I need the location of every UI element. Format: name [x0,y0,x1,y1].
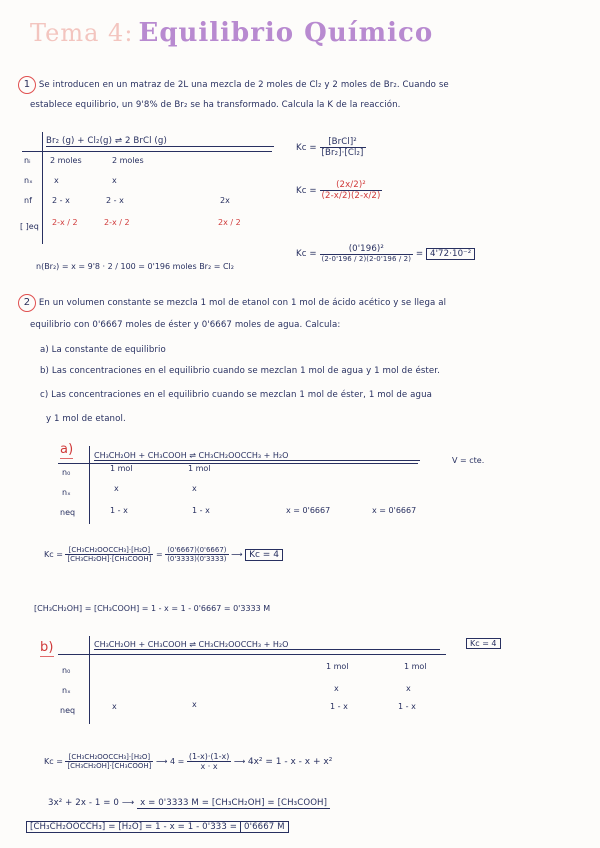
kc-label: Kc = [296,143,317,153]
p1-table-hline [22,151,272,152]
p1-cell: x [112,176,117,185]
p2a-kc: Kc = $\frac{\text{[CH₃CH₂OOCCH₃]·[H₂O]}}{\text{[CH₃CH₂OH]·[CH₃COOH]}}$ = $\frac{(0'6667)(0'6667)}{(0'3333)(0'3333)}$ ⟶ Kc = 4 [44,546,283,563]
p2b-table-hline [58,654,446,655]
p2b-cell: 1 mol [326,662,349,671]
kc-label: Kc = [296,186,317,196]
final-result: 0'6667 M [240,821,289,833]
p2b-cell: x [112,702,117,711]
quadratic-result: x = 0'3333 M = [CH₃CH₂OH] = [CH₃COOH] [137,798,330,809]
eq-fraction [187,752,231,771]
title-part2: Equilibrio Químico [138,18,434,48]
title-part1: Tema 4: [30,19,134,47]
problem-2-line2: equilibrio con 0'6667 moles de éster y 0'6667 moles de agua. Calcula: [30,320,341,330]
p1-row-label: nₓ [24,176,33,185]
p1-table-vline [42,132,43,244]
question-b: b) Las concentraciones en el equilibrio cuando se mezclan 1 mol de agua y 1 mol de éster. [40,366,440,376]
final-expression: [CH₃CH₂OOCCH₃] = [H₂O] = 1 - x = 1 - 0'333 = [26,821,240,833]
kc-values-numerator: (0'6667)(0'6667) [167,546,227,554]
page-title [30,18,433,48]
p1-cell: x [54,176,59,185]
p1-cell: 2-x / 2 [52,218,78,227]
question-a: a) La constante de equilibrio [40,345,166,355]
part-b-label: b) [40,640,54,655]
quadratic-equation: 3x² + 2x - 1 = 0 [48,798,119,808]
p1-row-label: nᵢ [24,156,31,165]
p1-cell: 2 moles [112,156,144,165]
kc-numerator: [CH₃CH₂OOCCH₃]·[H₂O] [65,753,153,762]
p2b-cell: 1 - x [330,702,348,711]
p1-row-label: [ ]eq [20,222,39,231]
p2b-cell: x [192,700,197,709]
p2a-table-vline [89,446,90,524]
kc-numerator: (0'196)² [320,244,414,255]
p2a-row-label: nₓ [62,488,71,497]
problem-1-line2: establece equilibrio, un 9'8% de Br₂ se ha transformado. Calcula la K de la reacción. [30,100,401,110]
kc-label: Kc = [296,249,317,259]
p2b-kc-box: Kc = 4 [466,638,501,649]
p2b-row-label: neq [60,706,76,715]
p1-kc-step3: Kc = $\frac{\text{(0'196)²}}{(2-0'196 / 2)(2-0'196 / 2)}$ = 4'72·10⁻² [296,244,475,263]
kc-denominator: [Br₂]·[Cl₂] [321,148,364,158]
p2a-reaction: CH₃CH₂OH + CH₃COOH ⇌ CH₃CH₂OOCCH₃ + H₂O [94,451,420,461]
p1-moles-calc: n(Br₂) = x = 9'8 · 2 / 100 = 0'196 moles Br₂ = Cl₂ [36,262,234,271]
p1-row-label: nf [24,196,32,205]
p2a-cell: 1 mol [188,464,211,473]
kc-result: Kc = 4 [245,549,283,561]
kc-label: Kc = [44,550,63,559]
p2b-cell: x [406,684,411,693]
p2b-cell: 1 mol [404,662,427,671]
p2a-cell: x = 0'6667 [372,506,417,515]
p2a-cell: 1 mol [110,464,133,473]
p2a-concentrations: [CH₃CH₂OH] = [CH₃COOH] = 1 - x = 1 - 0'6667 = 0'3333 M [34,604,271,613]
problem-text-line1: En un volumen constante se mezcla 1 mol de etanol con 1 mol de ácido acético y se llega al [38,298,447,308]
quadratic-expanded: 4x² = 1 - x - x + x² [247,757,333,767]
p1-cell: 2 - x [106,196,124,205]
kc-fraction [320,180,383,201]
p1-reaction: Br₂ (g) + Cl₂(g) ⇌ 2 BrCl (g) [46,136,274,147]
question-c-line2: y 1 mol de etanol. [46,414,126,424]
kc-denominator: (2-0'196 / 2)(2-0'196 / 2) [321,255,412,263]
p2b-kc: Kc = $\frac{\text{[CH₃CH₂OOCCH₃]·[H₂O]}}{\text{[CH₃CH₂OH]·[CH₃COOH]}}$ ⟶ 4 = $\frac{(1-x)\cdot(1-x)}{x \cdot x}$ ⟶ 4x² = 1 - x - x + x² [44,752,333,771]
p2b-row-label: nₓ [62,686,71,695]
kc-fraction [320,244,414,263]
p2b-cell: x [334,684,339,693]
p1-cell: 2 - x [52,196,70,205]
p1-cell: 2-x / 2 [104,218,130,227]
p2a-row-label: n₀ [62,468,71,477]
part-a-label: a) [60,442,74,457]
kc-denominator: [CH₃CH₂OH]·[CH₃COOH] [67,762,152,770]
kc-label: Kc = [44,757,63,766]
kc-fraction [65,753,153,770]
p2a-volume-note: V = cte. [452,456,485,465]
p1-kc-step1 [296,137,366,158]
kc-numerator: [BrCl]² [320,137,366,148]
p1-cell: 2 moles [50,156,82,165]
p1-cell: 2x [220,196,230,205]
kc-result: 4'72·10⁻² [426,248,475,260]
p2a-cell: x [114,484,119,493]
kc-denominator: [CH₃CH₂OH]·[CH₃COOH] [67,555,152,563]
problem-1-statement [18,76,449,94]
kc-fraction [320,137,366,158]
question-c-line1: c) Las concentraciones en el equilibrio cuando se mezclan 1 mol de éster, 1 mol de agua [40,390,432,400]
p2b-reaction: CH₃CH₂OH + CH₃COOH ⇌ CH₃CH₂OOCCH₃ + H₂O [94,640,440,650]
eq-lhs: 4 = [169,757,185,766]
kc-numerator: [CH₃CH₂OOCCH₃]·[H₂O] [65,546,153,555]
kc-values-fraction [165,546,228,563]
kc-numerator: (2x/2)² [320,180,383,191]
eq-numerator: (1-x)·(1-x) [188,752,230,761]
problem-number: 1 [18,76,36,94]
eq-denominator: x · x [200,762,218,771]
p2a-cell: x [192,484,197,493]
p2b-cell: 1 - x [398,702,416,711]
p2b-quadratic: 3x² + 2x - 1 = 0 ⟶ x = 0'3333 M = [CH₃CH₂OH] = [CH₃COOH] [48,798,330,808]
p1-cell: 2x / 2 [218,218,241,227]
p2a-cell: 1 - x [192,506,210,515]
problem-number: 2 [18,294,36,312]
kc-denominator: (2-x/2)(2-x/2) [321,191,381,201]
p2a-cell: x = 0'6667 [286,506,331,515]
kc-values-denominator: (0'3333)(0'3333) [167,555,227,563]
p2b-table-vline [89,636,90,724]
problem-2-statement [18,294,446,312]
p2b-final [26,822,289,832]
problem-text-line1: Se introducen en un matraz de 2L una mezcla de 2 moles de Cl₂ y 2 moles de Br₂. Cuando se [38,80,449,90]
p2a-row-label: neq [60,508,76,517]
p2a-cell: 1 - x [110,506,128,515]
p1-kc-step2 [296,180,382,201]
kc-fraction [65,546,153,563]
p2b-row-label: n₀ [62,666,71,675]
